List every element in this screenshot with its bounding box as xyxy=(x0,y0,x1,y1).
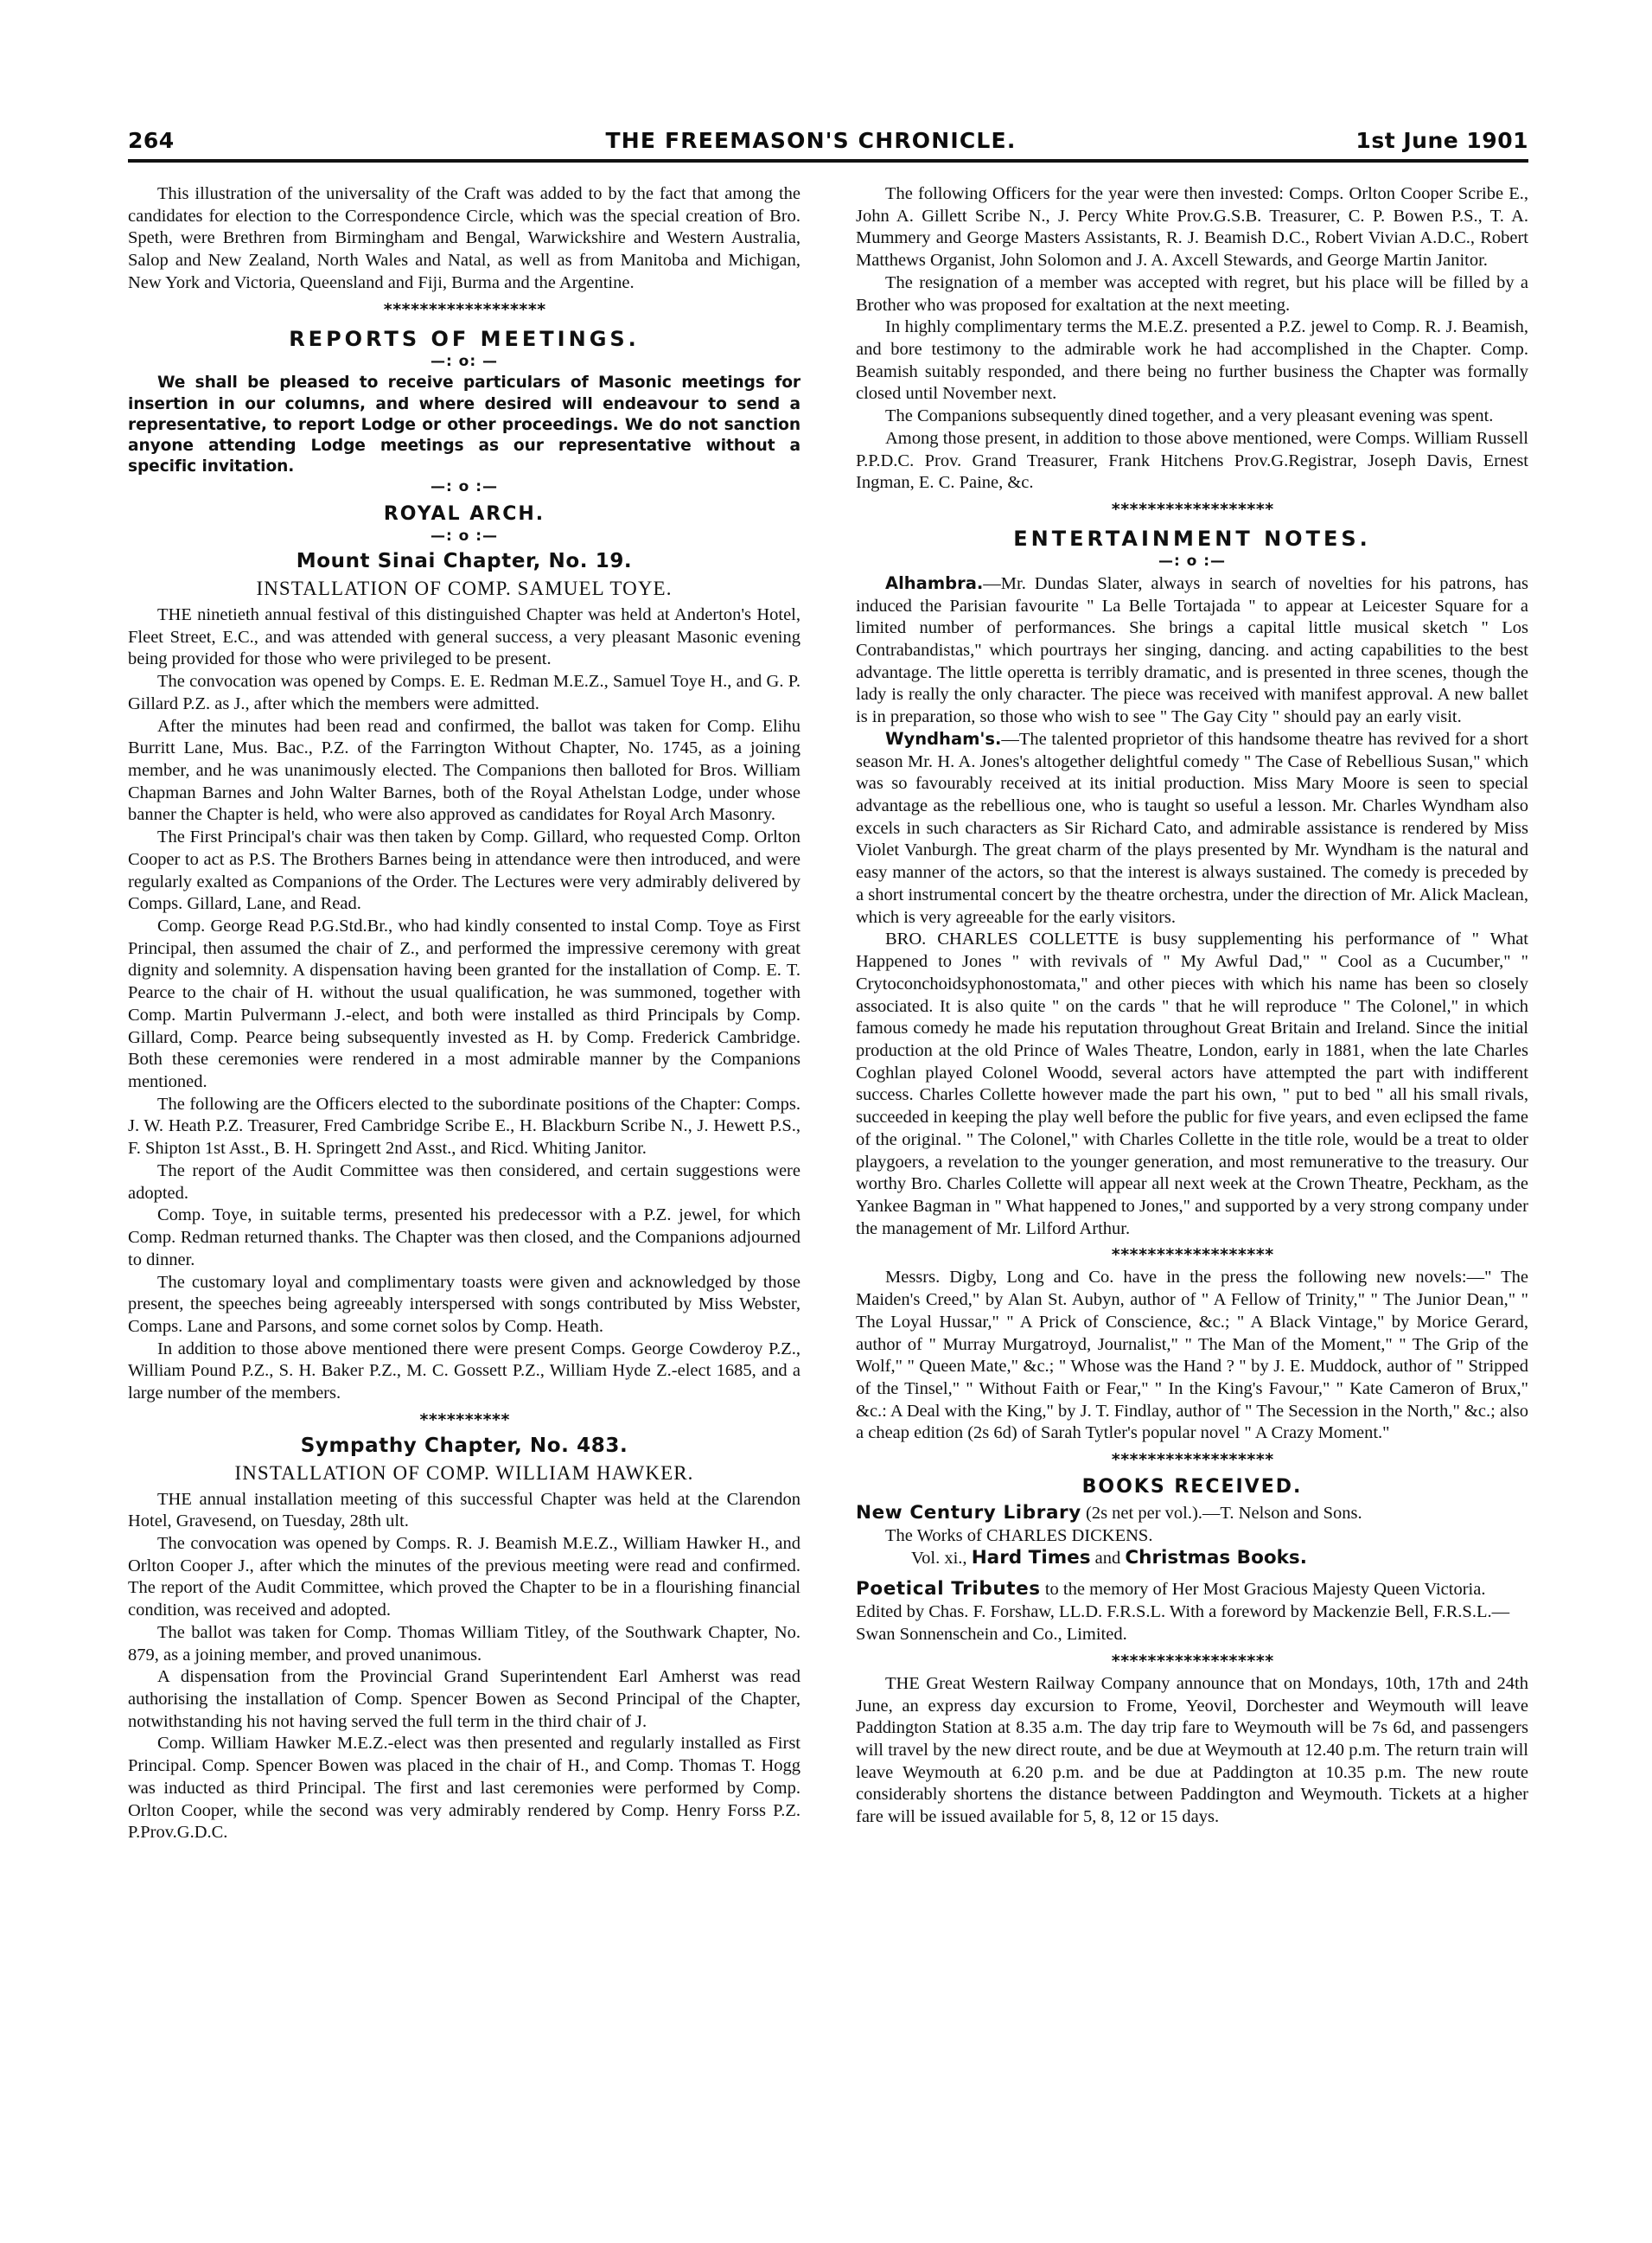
volume-prefix: Vol. xi., xyxy=(911,1549,972,1569)
opening-paragraph: This illustration of the universality of the Craft was added to by the fact that among the candidates for election to the Correspondence Circle, which was the special creation of Bro. Speth, were Brethren from Birmingham and Bengal, Warwickshire and Western Australia, Salop and New Zealand, North Wales and Natal, as well as from Manitoba and Michigan, New York and Victoria, Queensland and Fiji, Burma and the Argentine. xyxy=(128,184,800,292)
entertainment-item xyxy=(856,573,1528,729)
book-title: New Century Library xyxy=(856,1501,1081,1524)
sympathy-chapter-title: Sympathy Chapter, No. 483. xyxy=(300,1434,628,1457)
venue-text: —The talented proprietor of this handsome theatre has revived for a short season Mr. H. A. Jones's altogether delightful comedy " The Case of Rebellious Susan," which was so favourably received at its initial production. Miss Mary Moore is seen to special advantage as the rebellious one, who is taught so useful a lesson. Mr. Charles Wyndham also excels in such characters as Sir Richard Cato, and admirable assistance is rendered by Miss Violet Vanburgh. The great charm of the plays presented by Mr. Wyndham is the natural and easy manner of the actors, so that the interest is always sustained. The comedy is preceded by a short instrumental concert by the theatre orchestra, under the direction of Mr. Alick Maclean, which is very agreeable for the early visitors. xyxy=(856,729,1528,927)
book-details: (2s net per vol.).—T. Nelson and Sons. xyxy=(1081,1503,1362,1523)
paragraph: The report of the Audit Committee was then considered, and certain suggestions were adopted. xyxy=(128,1160,800,1203)
paragraph: Among those present, in addition to those above mentioned, were Comps. William Russell P.P.D.C. Prov. Grand Treasurer, Frank Hitchens Prov.G.Registrar, Joseph Davis, Ernest Ingman, E. C. Paine, &c. xyxy=(856,428,1528,493)
sympathy-installation-title: INSTALLATION OF COMP. WILLIAM HAWKER. xyxy=(234,1461,694,1484)
books-received-heading: BOOKS RECEIVED. xyxy=(1081,1476,1303,1499)
star-divider: ****************** xyxy=(1111,1245,1273,1265)
paragraph: In addition to those above mentioned there were present Comps. George Cowderoy P.Z., William Pound P.Z., S. H. Baker P.Z., M. C. Gossett P.Z., William Hyde Z.-elect 1685, and a large number of the members. xyxy=(128,1339,800,1403)
ornament-divider: —: o :— xyxy=(1158,553,1227,571)
railway-paragraph: THE Great Western Railway Company announce that on Mondays, 10th, 17th and 24th June, an express day excursion to Frome, Yeovil, Dorchester and Weymouth will leave Paddington Station at 8.35 a.m. The day trip fare to Weymouth will be 7s 6d, and passengers will travel by the new direct route, and be due at Weymouth at 12.40 p.m. The return train will leave Weymouth at 6.20 p.m. and be due at Paddington at 10.35 p.m. The new route considerably shortens the distance between Paddington and Weymouth. Tickets at a higher fare will be issued available for 5, 8, 12 or 15 days. xyxy=(856,1673,1528,1827)
book-title: Poetical Tributes xyxy=(856,1578,1041,1601)
book-volume xyxy=(856,1547,1528,1570)
star-divider: ****************** xyxy=(1111,1450,1273,1470)
volume-title-b: Christmas Books. xyxy=(1125,1547,1307,1569)
article-columns xyxy=(128,183,1528,2189)
entertainment-notes-heading: ENTERTAINMENT NOTES. xyxy=(1013,527,1371,552)
paragraph: In highly complimentary terms the M.E.Z. presented a P.Z. jewel to Comp. R. J. Beamish, and bore testimony to the admirable work he had accomplished in the Chapter. Comp. Beamish suitably responded, and there being no further business the Chapter was formally closed until November next. xyxy=(856,317,1528,404)
venue-text: —Mr. Dundas Slater, always in search of novelties for his patrons, has induced the Parisian favourite " La Belle Tortajada " to appear at Leicester Square for a limited number of performances. She brings a capital little musical sketch " Los Contrabandistas," which pourtrays her singing, dancing. and acting capabilities to the best advantage. The little operetta is terribly dramatic, and is presented in three scenes, though the lady is really the only character. The piece was received with manifest approval. A new ballet is in preparation, so those who wish to see " The Gay City " should pay an early visit. xyxy=(856,573,1528,727)
paragraph: The Companions subsequently dined together, and a very pleasant evening was spent. xyxy=(885,406,1494,426)
paragraph: The resignation of a member was accepted with regret, but his place will be filled by a Brother who was proposed for exaltation at the next meeting. xyxy=(856,272,1528,315)
book-entry xyxy=(856,1577,1528,1646)
entertainment-item xyxy=(856,729,1528,929)
collette-paragraph: BRO. CHARLES COLLETTE is busy supplementing his performance of " What Happened to Jones " with revivals of " My Awful Dad," " Cool as a Cucumber," " Crytoconchoidsyphonostomata," and other pieces with which his name has been so closely associated. It is also quite " on the cards " that he will reproduce " The Colonel," in which famous comedy he made his reputation throughout Great Britain and Ireland. Since the initial production at the old Prince of Wales Theatre, London, early in 1881, when the late Charles Coghlan played Colonel Woodd, several actors have attempted the part with indifferent success. Charles Collette however made the part his own, " put to bed " all his small rivals, succeeded in keeping the play well before the public for five years, and even eclipsed the fame of the original. " The Colonel," with Charles Collette in the title role, would be a treat to older playgoers, a revelation to the younger generation, and most remunerative to the treasury. Our worthy Bro. Charles Collette will appear all next week at the Crown Theatre, Peckham, as the Yankee Bagman in " What happened to Jones," and supported by a very strong company under the management of Mr. Lilford Arthur. xyxy=(856,930,1528,1238)
paragraph: The convocation was opened by Comps. E. E. Redman M.E.Z., Samuel Toye H., and G. P. Gillard P.Z. as J., after which the members were admitted. xyxy=(128,672,800,713)
reports-notice: We shall be pleased to receive particulars of Masonic meetings for insertion in our columns, and where desired will endeavour to send a representative, to report Lodge or other proceedings. We do not sanction anyone attending Lodge meetings as our representative without a specific invitation. xyxy=(128,374,800,476)
book-subtitle: The Works of CHARLES DICKENS. xyxy=(885,1525,1153,1545)
paragraph: Comp. George Read P.G.Std.Br., who had kindly consented to instal Comp. Toye as First Principal, then assumed the chair of Z., and performed the impressive ceremony with great dignity and solemnity. A dispensation having been granted for the installation of Comp. E. T. Pearce to the chair of H. without the usual qualification, he was summoned, together with Comp. Martin Pulvermann J.-elect, and both were installed as third Principals by Comp. Gillard, Comp. Pearce being subsequently invested as H. by Comp. Frederick Cambridge. Both these ceremonies were rendered in a most admirable manner by the Companions mentioned. xyxy=(128,917,800,1092)
mount-sinai-chapter-title: Mount Sinai Chapter, No. 19. xyxy=(296,550,633,573)
paragraph: Comp. Toye, in suitable terms, presented his predecessor with a P.Z. jewel, for which Comp. Redman returned thanks. The Chapter was then closed, and the Companions adjourned to dinner. xyxy=(128,1205,800,1269)
royal-arch-heading: ROYAL ARCH. xyxy=(383,502,545,525)
star-divider: ********** xyxy=(418,1409,510,1429)
ornament-divider: —: o :— xyxy=(430,527,499,545)
star-divider: ****************** xyxy=(383,299,545,319)
publication-title: THE FREEMASON'S CHRONICLE. xyxy=(605,128,1017,153)
page-number: 264 xyxy=(128,128,175,153)
paragraph: The customary loyal and complimentary toasts were given and acknowledged by those present, the speeches being agreeably interspersed with songs contributed by Miss Webster, Comps. Lane and Parsons, and some cornet solos by Comp. Heath. xyxy=(128,1272,800,1336)
star-divider: ****************** xyxy=(1111,500,1273,520)
paragraph: THE annual installation meeting of this successful Chapter was held at the Clarendon Hotel, Gravesend, on Tuesday, 28th ult. xyxy=(128,1489,800,1531)
book-details: to the memory of Her Most Gracious Majesty Queen Victoria. Edited by Chas. F. Forshaw, LL.D. F.R.S.L. With a foreword by Mackenzie Bell, F.R.S.L.—Swan Sonnenschein and Co., Limited. xyxy=(856,1580,1510,1644)
paragraph: THE ninetieth annual festival of this distinguished Chapter was held at Anderton's Hotel, Fleet Street, E.C., and was attended with general success, a very pleasant Masonic evening being provided for those who were privileged to be present. xyxy=(128,604,800,669)
venue-name: Wyndham's. xyxy=(885,728,1002,749)
paragraph: The convocation was opened by Comps. R. J. Beamish M.E.Z., William Hawker H., and Orlton Cooper J., after which the minutes of the previous meeting were read and confirmed. The report of the Audit Committee, which proved the Chapter to be in a flourishing financial condition, was received and adopted. xyxy=(128,1533,800,1620)
paragraph: A dispensation from the Provincial Grand Superintendent Earl Amherst was read authorising the installation of Comp. Spencer Bowen as Second Principal of the Chapter, notwithstanding his not having served the full term in the third chair of J. xyxy=(128,1667,800,1731)
ornament-divider: —: o: — xyxy=(430,352,499,370)
reports-of-meetings-heading: REPORTS OF MEETINGS. xyxy=(289,326,640,351)
issue-date: 1st June 1901 xyxy=(1355,128,1528,153)
mount-sinai-installation-title: INSTALLATION OF COMP. SAMUEL TOYE. xyxy=(256,578,673,600)
volume-conjunction: and xyxy=(1090,1549,1126,1569)
paragraph: Comp. William Hawker M.E.Z.-elect was then presented and regularly installed as First Principal. Comp. Spencer Bowen was placed in the chair of H., and Comp. Thomas T. Hogg was inducted as third Principal. The first and last ceremonies were performed by Comp. Orlton Cooper, while the second was very admirably rendered by Comp. Henry Forss P.Z. P.Prov.G.D.C. xyxy=(128,1734,800,1843)
paragraph: The ballot was taken for Comp. Thomas William Titley, of the Southwark Chapter, No. 879, as a joining member, and proved unanimous. xyxy=(128,1622,800,1665)
star-divider: ****************** xyxy=(1111,1651,1273,1671)
volume-title-a: Hard Times xyxy=(971,1547,1091,1569)
ornament-divider: —: o :— xyxy=(430,478,499,496)
paragraph: The following Officers for the year were then invested: Comps. Orlton Cooper Scribe E., John A. Gillett Scribe N., J. Percy White Prov.G.S.B. Treasurer, C. P. Bowen P.S., T. A. Mummery and George Masters Assistants, R. J. Beamish D.C., Robert Vivian A.D.C., Robert Matthews Organist, John Solomon and J. A. Axcell Stewards, and George Martin Janitor. xyxy=(856,184,1528,271)
venue-name: Alhambra. xyxy=(885,572,984,593)
paragraph: The First Principal's chair was then taken by Comp. Gillard, who requested Comp. Orlton Cooper to act as P.S. The Brothers Barnes being in attendance were then introduced, and were regularly exalted as Companions of the Order. The Lectures were very admirably delivered by Comps. Gillard, Lane, and Read. xyxy=(128,828,800,914)
publishers-paragraph: Messrs. Digby, Long and Co. have in the press the following new novels:—" The Maiden's Creed," by Alan St. Aubyn, author of " A Fellow of Trinity," " The Junior Dean," " The Loyal Hussar," " A Prick of Conscience, &c.; " A Black Vintage," by Morice Gerard, author of " Murray Murgatroyd, Journalist," " The Man of the Moment," " The Grip of the Wolf," " Queen Mate," &c.; " Whose was the Hand ? " by J. E. Muddock, author of " Stripped of the Tinsel," " Without Faith or Fear," " In the King's Favour," " Kate Cameron of Brux," &c.: A Deal with the King," by J. T. Findlay, author of " The Secession in the North," &c.; also a cheap edition (2s 6d) of Sarah Tytler's popular novel " A Crazy Moment." xyxy=(856,1268,1528,1443)
paragraph: After the minutes had been read and confirmed, the ballot was taken for Comp. Elihu Burritt Lane, Mus. Bac., P.Z. of the Farrington Without Chapter, No. 1745, as a joining member, and he was unanimously elected. The Companions then balloted for Bros. William Chapman Barnes and John Walter Barnes, both of the Royal Athelstan Lodge, under whose banner the Chapter is held, who were also approved as candidates for Royal Arch Masonry. xyxy=(128,716,800,825)
masthead-rule xyxy=(128,159,1528,163)
right-column xyxy=(856,183,1528,2189)
book-entry xyxy=(856,1501,1528,1525)
paragraph: The following are the Officers elected to the subordinate positions of the Chapter: Comps. J. W. Heath P.Z. Treasurer, Fred Cambridge Scribe E., H. Blackburn Scribe N., J. Hewett P.S., F. Shipton 1st Asst., B. H. Springett 2nd Asst., and Ricd. Whiting Janitor. xyxy=(128,1094,800,1159)
page-masthead xyxy=(128,128,1528,153)
left-column xyxy=(128,183,800,2189)
